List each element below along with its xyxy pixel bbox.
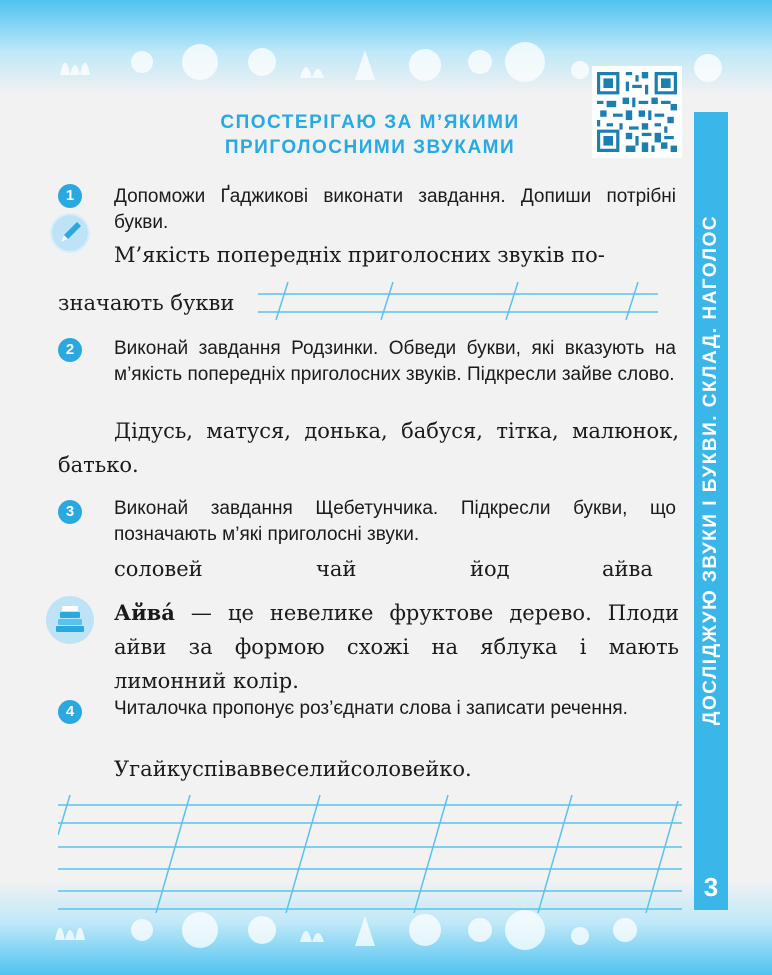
qr-code-pattern	[597, 72, 677, 152]
task-3-word-list	[0, 552, 772, 586]
task-2-instruction: Виконай завдання Родзинки. Обведи букви, які вказують на м’якість попередніх приголосних звуків. Підкресли зайве слово.	[114, 338, 676, 385]
books-icon	[46, 596, 94, 644]
page-title	[180, 110, 560, 160]
pencil-icon	[50, 213, 90, 253]
task-number-1: 1	[58, 184, 82, 208]
task-3-instruction: Виконай завдання Щебетунчика. Підкресли букви, що позначають м’які приголосні звуки.	[114, 498, 676, 545]
pencil-icon-svg	[50, 213, 90, 253]
word-item: айва	[602, 557, 653, 581]
books-icon-svg	[46, 596, 94, 644]
page-title-line2: ПРИГОЛОСНИМИ ЗВУКАМИ	[224, 137, 516, 158]
note-definition: — це невелике фруктове дерево. Плоди айви за формою схожі на яблука і мають лимонний колір.	[114, 601, 679, 693]
side-label: ДОСЛІДЖУЮ ЗВУКИ І БУКВИ. СКЛАД. НАГОЛОС	[700, 214, 721, 726]
task-4-writing-lines	[58, 795, 682, 913]
task-4-text: Угайкуспіваввеселийсоловейко.	[114, 757, 472, 781]
task-1-writing-lines	[258, 280, 658, 322]
task-number-4: 4	[58, 700, 82, 724]
task-number-3: 3	[58, 500, 82, 524]
task-2-text: Дідусь, матуся, донька, бабуся, тітка, малюнок, батько.	[58, 419, 679, 477]
word-item: соловей	[114, 557, 203, 581]
task-1-text-line1: М’якість попередніх приголосних звуків по-	[114, 243, 605, 267]
word-item: чай	[316, 557, 357, 581]
task-4-instruction: Читалочка пропонує роз’єднати слова і записати речення.	[114, 698, 628, 719]
note-text	[114, 596, 679, 698]
note-term: Айва́	[114, 600, 175, 625]
page-number: 3	[703, 872, 719, 902]
task-1-instruction: Допоможи Ґаджикові виконати завдання. Допиши потрібні букви.	[114, 186, 676, 233]
word-item: йод	[470, 557, 510, 581]
task-number-2: 2	[58, 338, 82, 362]
page-title-line1: СПОСТЕРІГАЮ ЗА М’ЯКИМИ	[220, 112, 520, 133]
qr-code[interactable]	[592, 66, 682, 158]
task-1-text-line2: значають букви	[58, 291, 235, 315]
